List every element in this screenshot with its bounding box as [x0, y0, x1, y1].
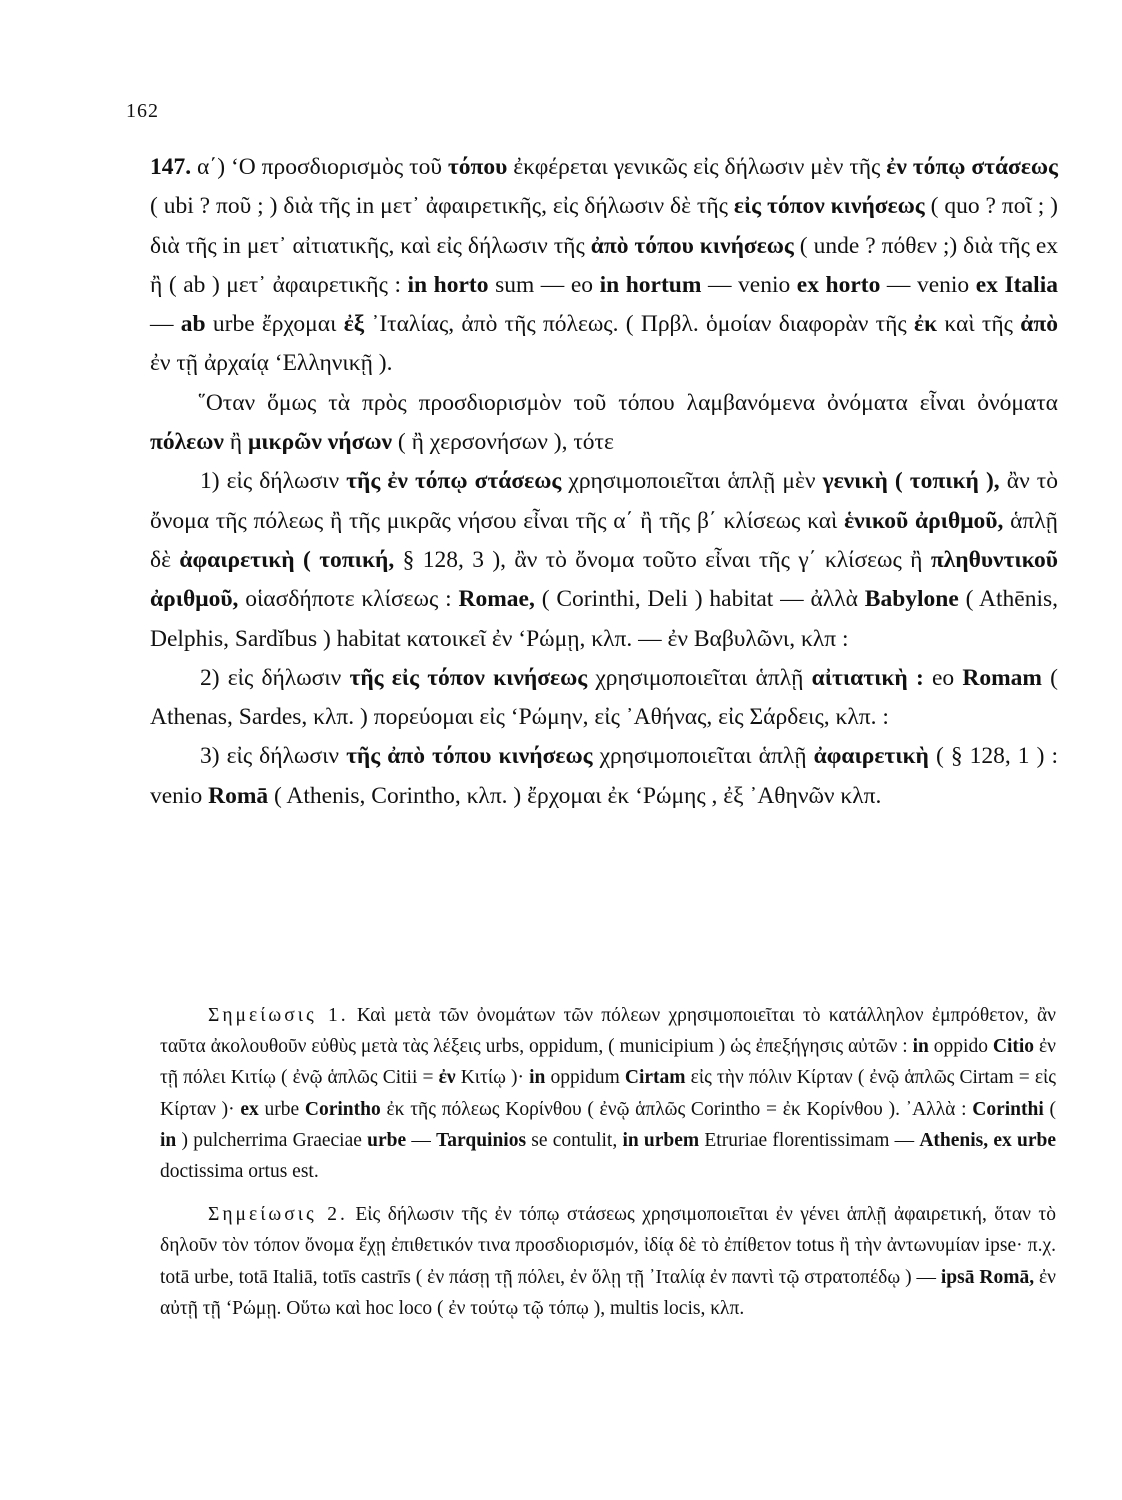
page-number: 162: [126, 100, 159, 122]
section-intro-paragraph: 147. α΄) ‘Ο προσδιορισμὸς τοῦ τόπου ἐκφέρεται γενικῶς εἰς δήλωσιν μὲν τῆς ἐν τόπῳ στάσεως ( ubi ? ποῦ ; ) διὰ τῆς in μετ᾽ ἀφαιρετικῆς, εἰς δήλωσιν δὲ τῆς εἰς τόπον κινήσεως ( quo ? ποῖ ; ) διὰ τῆς in μετ᾽ αἰτιατικῆς, καὶ εἰς δήλωσιν τῆς ἀπὸ τόπου κινήσεως ( unde ? πόθεν ;) διὰ τῆς ex ἢ ( ab ) μετ᾽ ἀφαιρετικῆς : in horto sum — eo in hortum — venio ex horto — venio ex Italia — ab urbe ἔρχομαι ἐξ ᾽Ιταλίας, ἀπὸ τῆς πόλεως. ( Πρβλ. ὁμοίαν διαφορὰν τῆς ἐκ καὶ τῆς ἀπὸ ἐν τῇ ἀρχαίᾳ ‘Ελληνικῇ ).: [150, 154, 1059, 377]
note-2: Σημείωσις 2. Εἰς δήλωσιν τῆς ἐν τόπῳ στάσεως χρησιμοποιεῖται ἐν γένει ἁπλῇ ἀφαιρετική, ὅταν τὸ δηλοῦν τὸν τόπον ὄνομα ἔχῃ ἐπιθετικόν τινα προσδιορισμόν, ἰδίᾳ δὲ τὸ ἐπίθετον totus ἢ τὴν ἀντωνυμίαν ipse· π.χ. totā urbe, totā Italiā, totīs castrīs ( ἐν πάσῃ τῇ πόλει, ἐν ὅλῃ τῇ ᾽Ιταλίᾳ ἐν παντὶ τῷ στρατοπέδῳ ) — ipsā Romā, ἐν αὐτῇ τῇ ‘Ρώμῃ. Οὕτω καὶ hoc loco ( ἐν τούτῳ τῷ τόπῳ ), multis locis, κλπ.: [160, 1204, 1056, 1319]
section-147: [150, 148, 1058, 816]
rule-item-3: 3) εἰς δήλωσιν τῆς ἀπὸ τόπου κινήσεως χρησιμοποιεῖται ἁπλῇ ἀφαιρετικὴ ( § 128, 1 ) : venio Romā ( Athenis, Corintho, κλπ. ) ἔρχομαι ἐκ ‘Ρώμης , ἐξ ᾽Αθηνῶν κλπ.: [150, 743, 1059, 809]
city-names-paragraph: ῞Οταν ὅμως τὰ πρὸς προσδιορισμὸν τοῦ τόπου λαμβανόμενα ὀνόματα εἶναι ὀνόματα πόλεων ἢ μικρῶν νήσων ( ἢ χερσονήσων ), τότε: [150, 389, 1058, 456]
note-1: Σημείωσις 1. Καὶ μετὰ τῶν ὀνομάτων τῶν πόλεων χρησιμοποιεῖται τὸ κατάλληλον ἐμπρόθετον, ἂν ταῦτα ἀκολουθοῦν εὐθὺς μετὰ τὰς λέξεις urbs, oppidum, ( municipium ) ὡς ἐπεξήγησις αὐτῶν : in oppido Citio ἐν τῇ πόλει Κιτίῳ ( ἐνῷ ἁπλῶς Citii = ἐν Κιτίῳ )· in oppidum Cirtam εἰς τὴν πόλιν Κίρταν ( ἐνῷ ἁπλῶς Cirtam = εἰς Κίρταν )· ex urbe Corintho ἐκ τῆς πόλεως Κορίνθου ( ἐνῷ ἁπλῶς Corintho = ἐκ Κορίνθου ). ᾽Αλλὰ : Corinthi ( in ) pulcherrima Graeciae urbe — Tarquinios se contulit, in urbem Etruriae florentissimam — Athenis, ex urbe doctissima ortus est.: [160, 1005, 1057, 1183]
section-number: 147.: [150, 154, 192, 180]
notes: [160, 1000, 1056, 1324]
rule-item-2: 2) εἰς δήλωσιν τῆς εἰς τόπον κινήσεως χρησιμοποιεῖται ἁπλῇ αἰτιατικὴ : eo Romam ( Athenas, Sardes, κλπ. ) πορεύομαι εἰς ‘Ρώμην, εἰς ᾽Αθήνας, εἰς Σάρδεις, κλπ. :: [150, 664, 1058, 731]
rule-item-1: 1) εἰς δήλωσιν τῆς ἐν τόπῳ στάσεως χρησιμοποιεῖται ἁπλῇ μὲν γενικὴ ( τοπική ), ἂν τὸ ὄνομα τῆς πόλεως ἢ τῆς μικρᾶς νήσου εἶναι τῆς α΄ ἢ τῆς β΄ κλίσεως καὶ ἑνικοῦ ἀριθμοῦ, ἁπλῇ δὲ ἀφαιρετικὴ ( τοπική, § 128, 3 ), ἂν τὸ ὄνομα τοῦτο εἶναι τῆς γ΄ κλίσεως ἢ πληθυντικοῦ ἀριθμοῦ, οἱασδήποτε κλίσεως : Romae, ( Corinthi, Deli ) habitat — ἀλλὰ Babylone ( Athēnis, Delphis, Sardĭbus ) habitat κατοικεῖ ἐν ‘Ρώμῃ, κλπ. — ἐν Βαβυλῶνι, κλπ :: [150, 468, 1059, 652]
